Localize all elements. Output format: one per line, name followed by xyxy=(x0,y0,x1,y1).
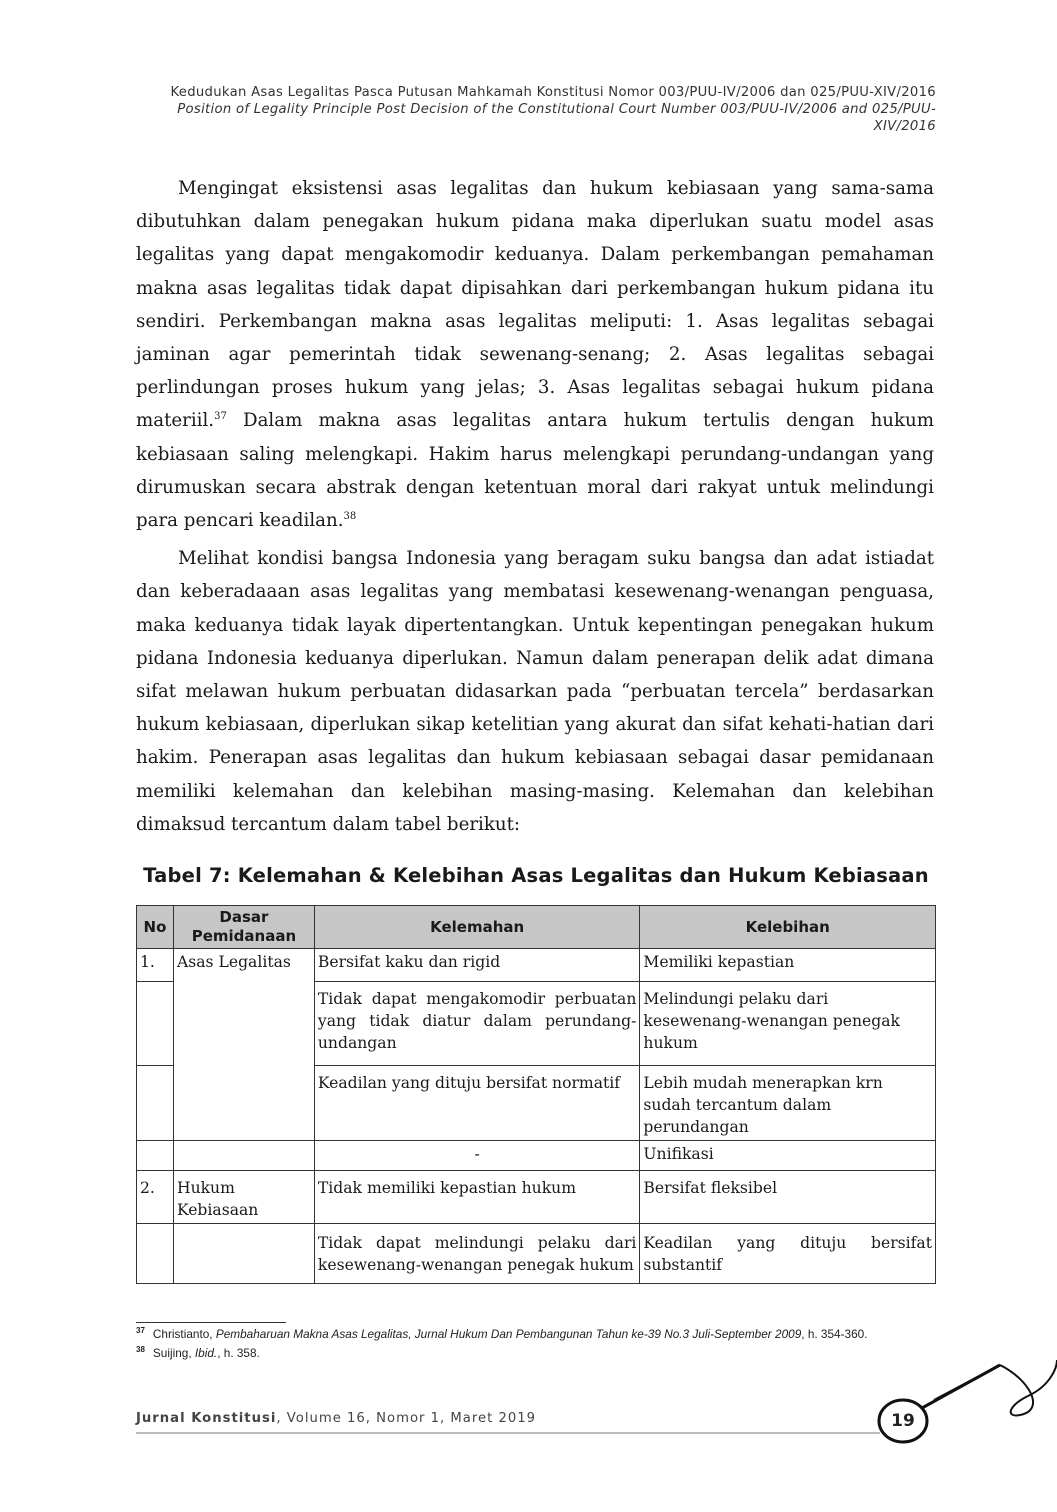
table-row: 2. Hukum Kebiasaan Tidak memiliki kepastian hukum Bersifat fleksibel xyxy=(137,1171,936,1224)
paragraph-1: Mengingat eksistensi asas legalitas dan hukum kebiasaan yang sama-sama dibutuhkan dalam penegakan hukum pidana maka diperlukan suatu model asas legalitas yang dapat mengakomodir keduanya. Dalam perkembangan pemahaman makna asas legalitas tidak dapat dipisahkan dari perkembangan hukum pidana itu sendiri. Perkembangan makna asas legalitas meliputi: 1. Asas legalitas sebagai jaminan agar pemerintah tidak sewenang-senang; 2. Asas legalitas sebagai perlindungan proses hukum yang jelas; 3. Asas legalitas sebagai hukum pidana materiil.$^{37}$ Dalam makna asas legalitas antara hukum tertulis dengan hukum kebiasaan saling melengkapi. Hakim harus melengkapi perundang-undangan yang dirumuskan secara abstrak dengan ketentuan moral dari rakyat untuk melindungi para pencari keadilan.$^{38}$ xyxy=(136,178,934,532)
table-row: Keadilan yang dituju bersifat normatif Lebih mudah menerapkan krn sudah tercantum dalam perundangan xyxy=(137,1066,936,1141)
table-caption: Tabel 7: Kelemahan & Kelebihan Asas Legalitas dan Hukum Kebiasaan xyxy=(143,864,929,887)
journal-name: Jurnal Konstitusi xyxy=(136,1411,277,1426)
header-title-id: Kedudukan Asas Legalitas Pasca Putusan Mahkamah Konstitusi Nomor 003/PUU-IV/2006 dan 025/PUU-XIV/2016 xyxy=(170,85,936,100)
table-row: Tidak dapat mengakomodir perbuatan yang tidak diatur dalam perundang-undangan Melindungi pelaku dari kesewenang-wenangan penegak hukum xyxy=(137,982,936,1066)
paragraph-2: Melihat kondisi bangsa Indonesia yang beragam suku bangsa dan adat istiadat dan keberadaaan asas legalitas yang membatasi kesewenang-wenangan penguasa, maka keduanya tidak layak dipertentangkan. Untuk kepentingan penegakan hukum pidana Indonesia keduanya diperlukan. Namun dalam penerapan delik adat dimana sifat melawan hukum perbuatan didasarkan pada “perbuatan tercela” berdasarkan hukum kebiasaan, diperlukan sikap ketelitian yang akurat dan sifat kehati-hatian dari hakim. Penerapan asas legalitas dan hukum kebiasaan sebagai dasar pemidanaan memiliki kelemahan dan kelebihan masing-masing. Kelemahan dan kelebihan dimaksud tercantum dalam tabel berikut: xyxy=(136,548,934,835)
table-row: - Unifikasi xyxy=(137,1141,936,1171)
header-kelemahan: Kelemahan xyxy=(314,906,640,949)
header-no: No xyxy=(137,906,174,949)
footnote-38: $^{38}$ Suijing, Ibid., h. 358. xyxy=(136,1345,260,1360)
footnote-ref-37[interactable]: 37 xyxy=(214,411,227,423)
footnote-ref-38[interactable]: 38 xyxy=(343,510,357,522)
footnote-37: $^{37}$ Christianto, Pembaharuan Makna Asas Legalitas, Jurnal Hukum Dan Pembangunan Tahun ke-39 No.3 Juli-September 2009, h. 354-360. xyxy=(136,1326,868,1341)
header-dasar-pemidanaan: Dasar Pemidanaan xyxy=(173,906,314,949)
header-kelebihan: Kelebihan xyxy=(640,906,936,949)
page-number: 19 xyxy=(891,1411,915,1431)
header-title-en: Position of Legality Principle Post Decision of the Constitutional Court Number 003/PUU-IV/2006 and 025/PUU- xyxy=(177,102,936,117)
header-title-en-cont: XIV/2016 xyxy=(873,119,936,134)
table-row: Tidak dapat melindungi pelaku dari kesewenang-wenangan penegak hukum Keadilan yang dituju bersifat substantif xyxy=(137,1224,936,1284)
table-row: 1. Asas Legalitas Bersifat kaku dan rigid Memiliki kepastian xyxy=(137,949,936,982)
footer xyxy=(136,1411,536,1426)
journal-issue: , Volume 16, Nomor 1, Maret 2019 xyxy=(276,1411,537,1426)
